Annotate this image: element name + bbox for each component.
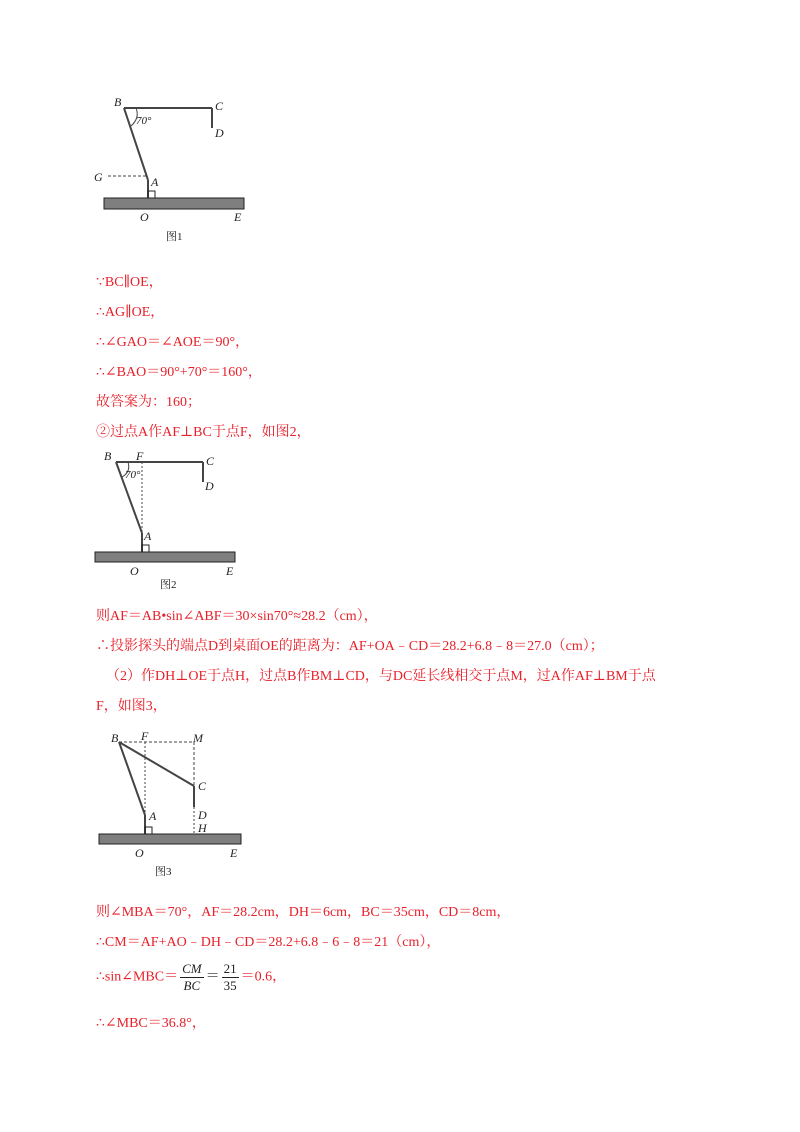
text-line-3: ∴∠GAO＝∠AOE＝90°，	[96, 335, 250, 350]
label-m: M	[193, 731, 203, 745]
label-c: C	[215, 99, 224, 113]
text-line-8: ∴投影探头的端点D到桌面OE的距离为：AF+OA﹣CD＝28.2+6.8﹣8＝27.0（cm）；	[96, 639, 604, 654]
label-b: B	[111, 731, 119, 745]
text-line-5: 故答案为：160；	[96, 395, 201, 410]
fraction-21-35	[222, 961, 239, 994]
text-line-10: F，如图3，	[96, 699, 167, 714]
label-o: O	[130, 564, 139, 578]
label-f: F	[141, 729, 149, 743]
right-angle-mark	[142, 545, 149, 552]
label-a: A	[144, 529, 152, 543]
text-line-7: 则AF＝AB•sin∠ABF＝30×sin70°≈28.2（cm），	[96, 609, 378, 624]
frac-num: 21	[223, 961, 237, 976]
figure-caption: 图2	[160, 579, 177, 591]
text-line-6: ②过点A作AF⊥BC于点F，如图2，	[96, 425, 311, 440]
figure-2	[0, 440, 800, 600]
angle-label: 70°	[136, 115, 152, 127]
label-d: D	[205, 479, 214, 493]
text-line-12: ∴CM＝AF+AO﹣DH﹣CD＝28.2+6.8﹣6﹣8＝21（cm），	[96, 935, 441, 950]
text-line-13	[96, 961, 286, 994]
label-h: H	[198, 821, 207, 835]
label-b: B	[114, 95, 122, 109]
arm-ab	[119, 742, 145, 815]
frac-den: BC	[183, 978, 201, 993]
frac-den: 35	[223, 978, 237, 993]
label-e: E	[234, 210, 242, 224]
figure-3	[0, 725, 800, 885]
sin-prefix: ∴sin∠MBC＝	[96, 969, 179, 985]
right-angle-mark	[148, 191, 155, 198]
label-c: C	[198, 779, 207, 793]
label-o: O	[135, 846, 144, 860]
table-surface	[99, 834, 241, 844]
text-line-2: ∴AG∥OE，	[96, 305, 165, 320]
text-line-9: （2）作DH⊥OE于点H，过点B作BM⊥CD，与DC延长线相交于点M，过A作AF⊥BM于点	[106, 669, 656, 684]
label-a: A	[149, 809, 157, 823]
label-g: G	[94, 170, 103, 184]
text-line-14: ∴∠MBC＝36.8°，	[96, 1016, 206, 1031]
label-e: E	[230, 846, 238, 860]
figure-caption: 图3	[155, 866, 172, 878]
figure-1	[0, 0, 800, 250]
label-a: A	[151, 175, 159, 189]
label-d: D	[215, 126, 224, 140]
label-f: F	[136, 449, 144, 463]
label-d: D	[198, 808, 207, 822]
text-line-1: ∵BC∥OE，	[96, 275, 163, 290]
right-angle-mark	[145, 827, 152, 834]
label-e: E	[226, 564, 234, 578]
arm-bc	[119, 742, 194, 786]
angle-label: 70°	[125, 469, 141, 481]
text-line-11: 则∠MBA＝70°，AF＝28.2cm，DH＝6cm，BC＝35cm，CD＝8cm，	[96, 905, 511, 920]
sin-result: ＝0.6，	[240, 969, 287, 985]
figure-caption: 图1	[166, 231, 183, 243]
label-b: B	[104, 449, 112, 463]
table-surface	[104, 198, 244, 209]
label-c: C	[206, 454, 215, 468]
fraction-cm-bc	[180, 961, 204, 994]
frac-num: CM	[182, 961, 202, 976]
text-line-4: ∴∠BAO＝90°+70°＝160°，	[96, 365, 262, 380]
table-surface	[95, 552, 235, 562]
equals: ＝	[205, 969, 220, 985]
label-o: O	[140, 210, 149, 224]
